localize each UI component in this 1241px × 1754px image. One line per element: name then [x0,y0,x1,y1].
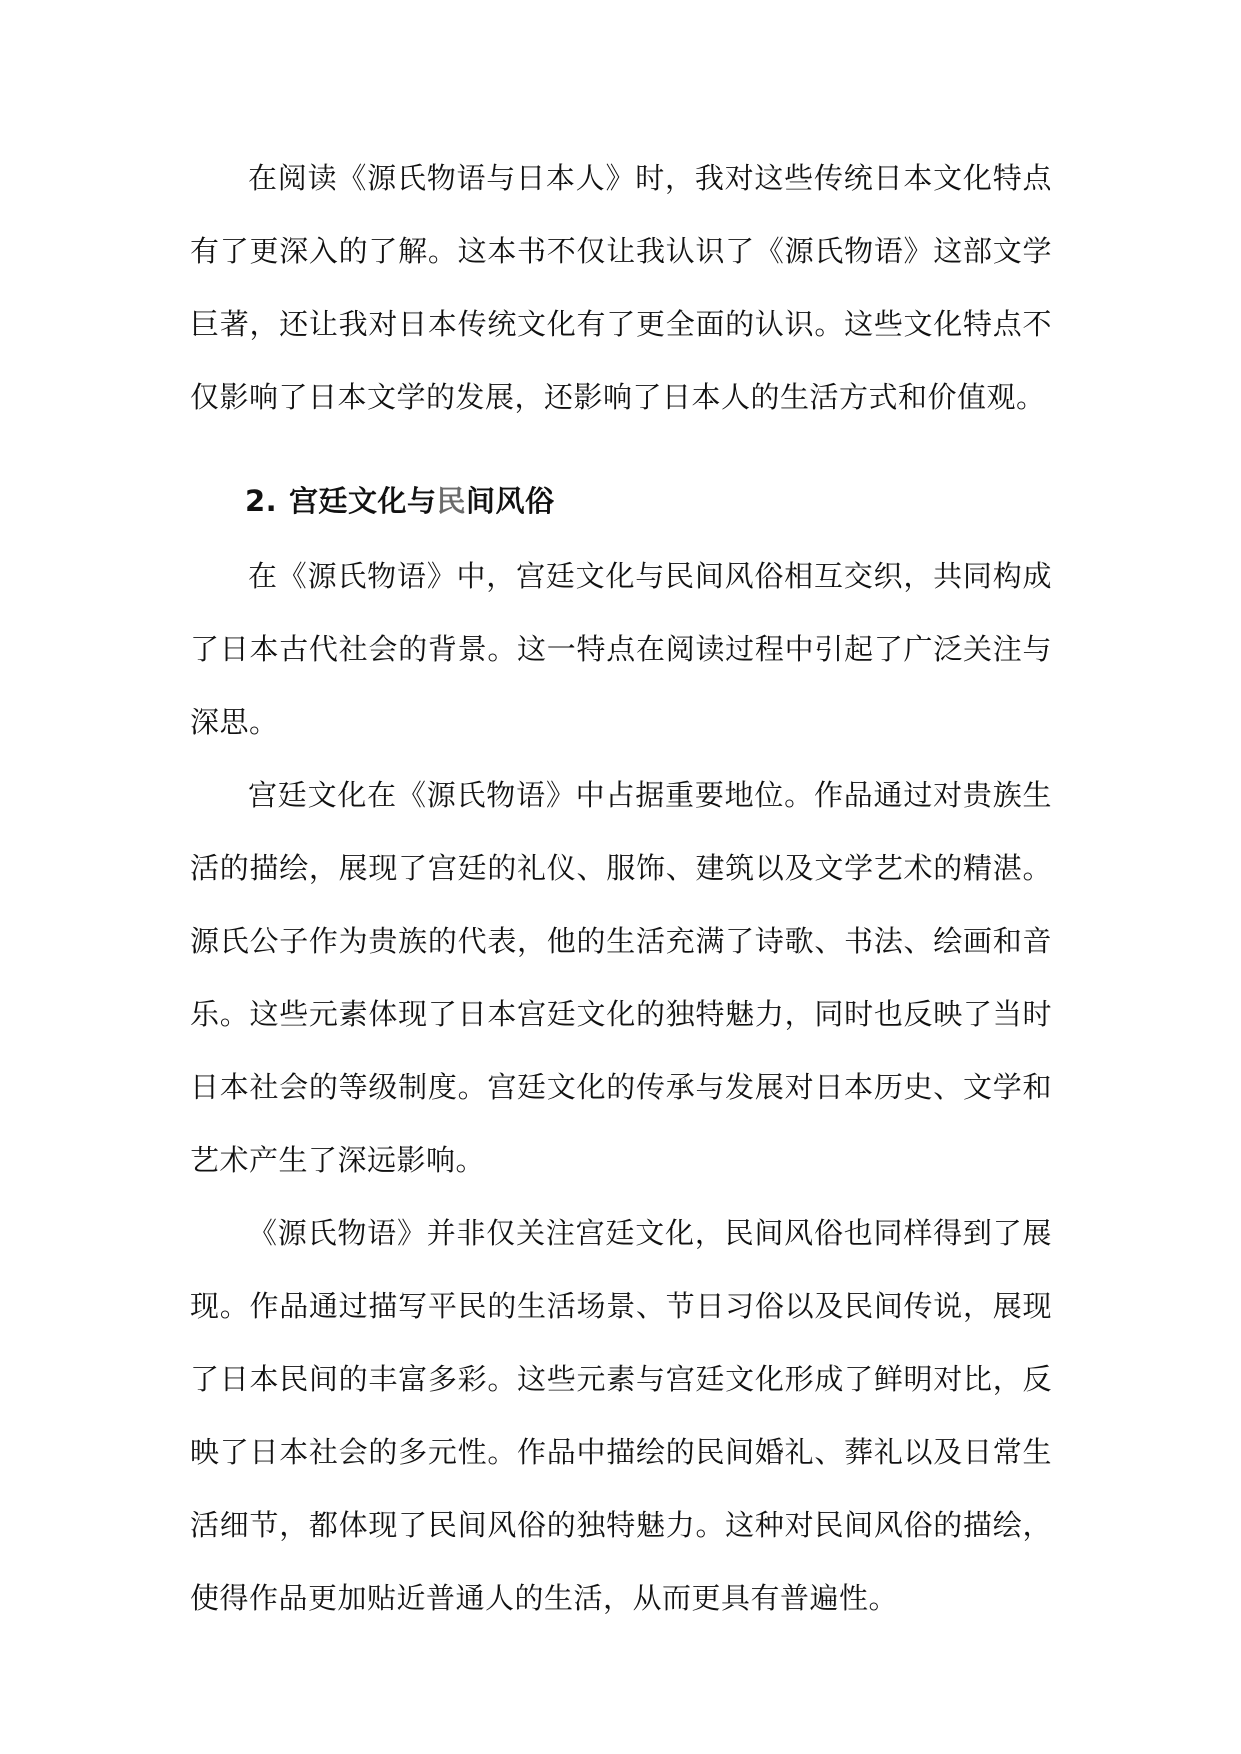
section-title-highlight: 民 [436,484,467,518]
section-heading [190,465,1052,538]
paragraph-overview: 在《源氏物语》中，宫廷文化与民间风俗相互交织，共同构成了日本古代社会的背景。这一特点在阅读过程中引起了广泛关注与深思。 [190,559,1052,739]
section-title-part2: 间风俗 [466,484,555,518]
paragraph-intro-reflection: 在阅读《源氏物语与日本人》时，我对这些传统日本文化特点有了更深入的了解。这本书不仅让我认识了《源氏物语》这部文学巨著，还让我对日本传统文化有了更全面的认识。这些文化特点不仅影响了日本文学的发展，还影响了日本人的生活方式和价值观。 [190,161,1052,414]
paragraph-court-culture: 宫廷文化在《源氏物语》中占据重要地位。作品通过对贵族生活的描绘，展现了宫廷的礼仪、服饰、建筑以及文学艺术的精湛。源氏公子作为贵族的代表，他的生活充满了诗歌、书法、绘画和音乐。这些元素体现了日本宫廷文化的独特魅力，同时也反映了当时日本社会的等级制度。宫廷文化的传承与发展对日本历史、文学和艺术产生了深远影响。 [190,778,1052,1177]
paragraph-folk-customs: 《源氏物语》并非仅关注宫廷文化，民间风俗也同样得到了展现。作品通过描写平民的生活场景、节日习俗以及民间传说，展现了日本民间的丰富多彩。这些元素与宫廷文化形成了鲜明对比，反映了日本社会的多元性。作品中描绘的民间婚礼、葬礼以及日常生活细节，都体现了民间风俗的独特魅力。这种对民间风俗的描绘，使得作品更加贴近普通人的生活，从而更具有普遍性。 [190,1216,1052,1615]
section-title-part1: 宫廷文化与 [289,484,437,518]
page-body [190,142,1052,1635]
section-number: 2. [245,484,278,518]
